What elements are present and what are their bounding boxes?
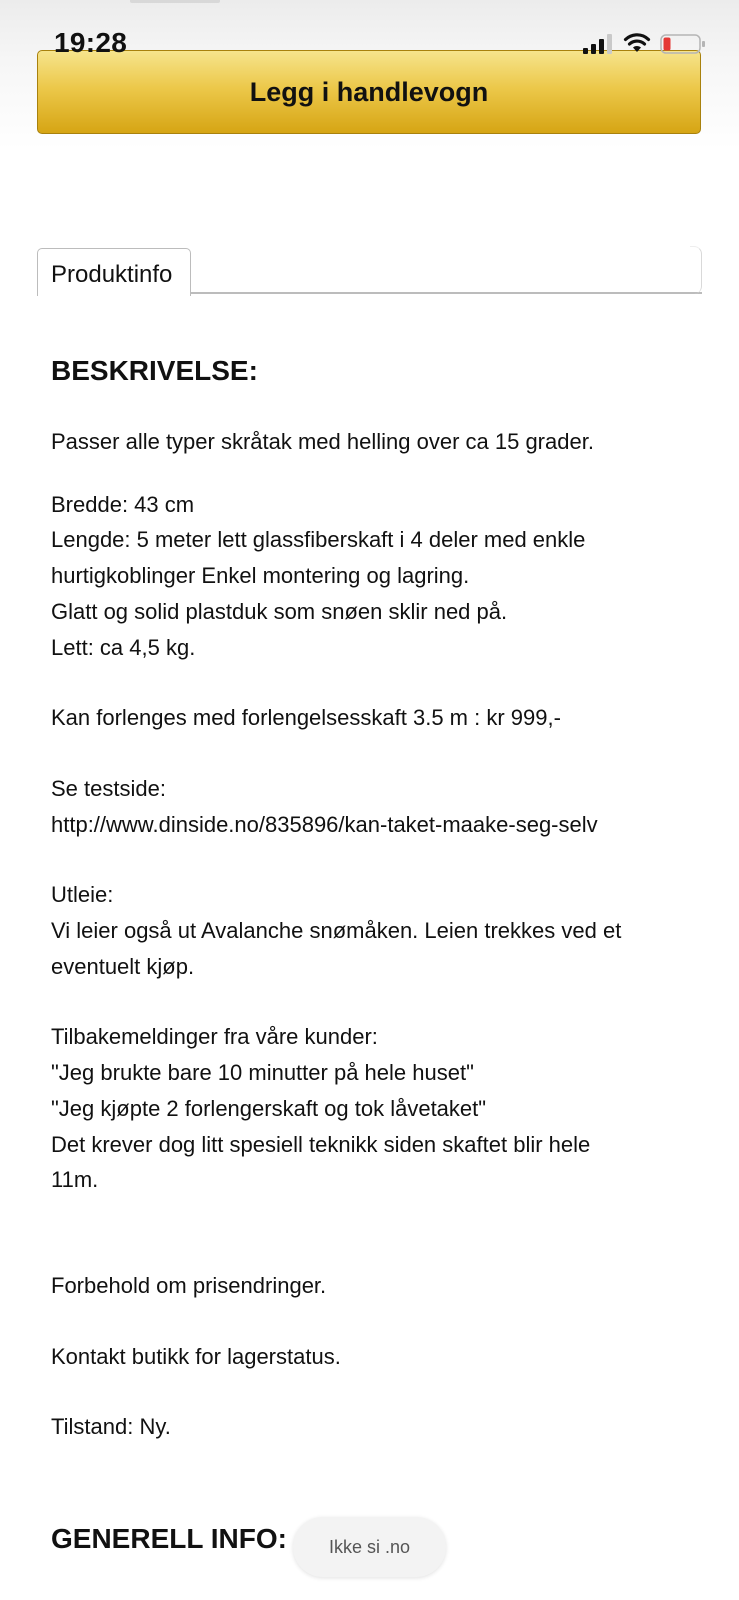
description-line: hurtigkoblinger Enkel montering og lagring. (51, 563, 470, 589)
url-pill-text: Ikke si .no (328, 1536, 411, 1557)
description-line: Passer alle typer skråtak med helling over ca 15 grader. (51, 429, 594, 454)
description-line: Tilbakemeldinger fra våre kunder: (51, 1024, 378, 1050)
description-line: "Jeg kjøpte 2 forlengerskaft og tok låvetaket" (51, 1095, 487, 1121)
description-line: Se testside: (51, 775, 166, 801)
tab-label: Produktinfo (51, 261, 173, 288)
tab-produktinfo[interactable] (37, 248, 191, 296)
description-line: Kontakt butikk for lagerstatus. (51, 1343, 341, 1369)
description-line: "Jeg brukte bare 10 minutter på hele huset" (51, 1060, 474, 1086)
description-line: Lengde: 5 meter lett glassfiberskaft i 4 deler med enkle (51, 527, 586, 553)
description-line: Det krever dog litt spesiell teknikk siden skaftet blir hele (51, 1131, 591, 1157)
url-pill[interactable] (293, 1517, 446, 1577)
wifi-icon (623, 32, 651, 54)
battery-icon (660, 34, 706, 54)
description-line: Utleie: (51, 882, 114, 908)
description-line: Glatt og solid plastduk som snøen sklir ned på. (51, 598, 508, 624)
description-line: Vi leier også ut Avalanche snømåken. Leien trekkes ved et (51, 918, 622, 944)
tab-bar-edge (690, 246, 702, 294)
description-line: Forbehold om prisendringer. (51, 1272, 327, 1298)
description-line: eventuelt kjøp. (51, 953, 195, 979)
description-line: Kan forlenges med forlengelsesskaft 3.5 m : kr 999,- (51, 705, 561, 731)
general-info-heading: GENERELL INFO: (51, 1523, 287, 1554)
description-line: 11m. (51, 1167, 99, 1193)
product-description (51, 355, 691, 1445)
description-line: Lett: ca 4,5 kg. (51, 634, 196, 660)
status-bar (0, 0, 739, 70)
status-time: 19:28 (54, 27, 128, 58)
cellular-signal-icon (583, 34, 613, 54)
test-page-link[interactable]: http://www.dinside.no/835896/kan-taket-maake-seg-selv (51, 811, 598, 837)
description-heading: BESKRIVELSE: (51, 355, 258, 386)
description-line: Bredde: 43 cm (51, 491, 195, 517)
add-to-cart-label: Legg i handlevogn (249, 76, 489, 107)
description-line: Tilstand: Ny. (51, 1414, 171, 1440)
